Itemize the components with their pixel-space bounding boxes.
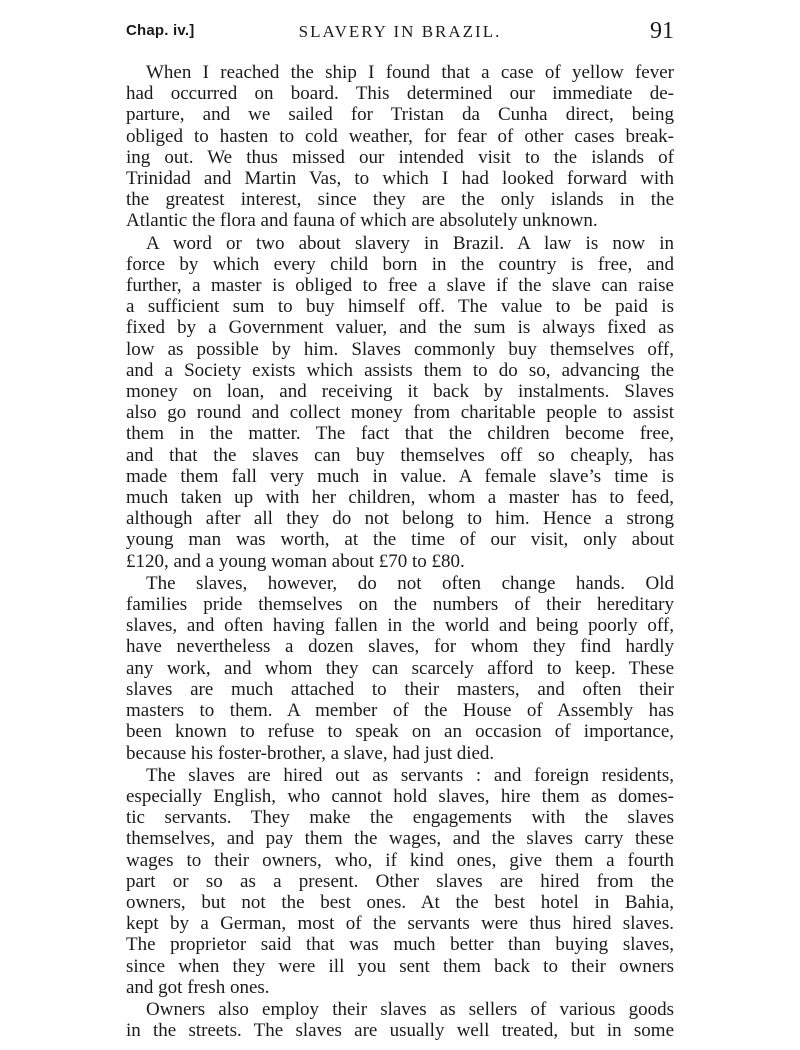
text-line: masters to them. A member of the House of Assembly has	[126, 700, 674, 722]
text-line: Owners also employ their slaves as sellers of various goods	[146, 998, 674, 1020]
text-line: further, a master is obliged to free a slave if the slave can raise	[126, 275, 674, 297]
text-line: A word or two about slavery in Brazil. A law is now in	[146, 232, 674, 254]
text-line: parture, and we sailed for Tristan da Cunha direct, being	[126, 104, 674, 126]
text-line: owners, but not the best ones. At the best hotel in Bahia,	[126, 891, 674, 913]
chapter-reference: Chap. iv.]	[126, 22, 195, 39]
text-line: the greatest interest, since they are the only islands in the	[126, 189, 674, 211]
text-line: have nevertheless a dozen slaves, for whom they find hardly	[126, 636, 674, 658]
text-line: money on loan, and receiving it back by instalments. Slaves	[126, 381, 674, 403]
paragraph	[126, 999, 674, 1041]
text-line: although after all they do not belong to him. Hence a strong	[126, 508, 674, 530]
text-line: low as possible by him. Slaves commonly buy themselves off,	[126, 338, 674, 360]
text-line: and a Society exists which assists them to do so, advancing the	[126, 359, 674, 381]
text-line: fixed by a Government valuer, and the sum is always fixed as	[126, 317, 674, 339]
text-line: had occurred on board. This determined our immediate de-	[126, 83, 674, 105]
text-line: a sufficient sum to buy himself off. The value to be paid is	[126, 296, 674, 318]
text-line: obliged to hasten to cold weather, for fear of other cases break-	[126, 125, 674, 147]
text-line: because his foster-brother, a slave, had just died.	[126, 742, 495, 764]
paragraph	[126, 573, 674, 764]
running-title: SLAVERY IN BRAZIL.	[298, 22, 502, 41]
text-line: slaves, and often having fallen in the world and being poorly off,	[126, 615, 674, 637]
text-line: force by which every child born in the country is free, and	[126, 253, 674, 275]
text-line: families pride themselves on the numbers of their hereditary	[126, 594, 674, 616]
text-line: When I reached the ship I found that a case of yellow fever	[146, 62, 674, 83]
text-line: Trinidad and Martin Vas, to which I had looked forward with	[126, 168, 674, 190]
text-line: The slaves are hired out as servants : and foreign residents,	[146, 764, 674, 786]
text-line: them in the matter. The fact that the children become free,	[126, 423, 674, 445]
text-line: much taken up with her children, whom a master has to feed,	[126, 487, 674, 509]
text-line: also go round and collect money from charitable people to assist	[126, 402, 674, 424]
text-line: ing out. We thus missed our intended visit to the islands of	[126, 146, 674, 168]
text-line: especially English, who cannot hold slaves, hire them as domes-	[126, 785, 674, 807]
text-line: part or so as a present. Other slaves are hired from the	[126, 870, 674, 892]
body-text	[126, 62, 674, 1042]
text-line: and that the slaves can buy themselves off so cheaply, has	[126, 444, 674, 466]
paragraph	[126, 62, 674, 232]
paragraph	[126, 765, 674, 998]
text-line: slaves are much attached to their masters, and often their	[126, 678, 674, 700]
text-line: Atlantic the flora and fauna of which are absolutely unknown.	[126, 210, 598, 232]
text-line: wages to their owners, who, if kind ones, give them a fourth	[126, 849, 674, 871]
text-line: any work, and whom they can scarcely afford to keep. These	[126, 657, 674, 679]
text-line: kept by a German, most of the servants were thus hired slaves.	[126, 913, 674, 935]
text-line: made them fall very much in value. A female slave’s time is	[126, 465, 674, 487]
paragraph	[126, 233, 674, 572]
text-line: in the streets. The slaves are usually well treated, but in some	[126, 1020, 674, 1042]
text-line: been known to refuse to speak on an occasion of importance,	[126, 721, 674, 743]
text-line: £120, and a young woman about £70 to £80.	[126, 550, 465, 572]
text-line: The slaves, however, do not often change hands. Old	[146, 572, 674, 594]
text-line: themselves, and pay them the wages, and the slaves carry these	[126, 828, 674, 850]
page-number: 91	[650, 18, 674, 44]
text-line: young man was worth, at the time of our visit, only about	[126, 529, 674, 551]
text-line: The proprietor said that was much better than buying slaves,	[126, 934, 674, 956]
text-line: since when they were ill you sent them back to their owners	[126, 955, 674, 977]
running-head	[126, 18, 674, 48]
text-line: and got fresh ones.	[126, 976, 270, 998]
text-line: tic servants. They make the engagements with the slaves	[126, 807, 674, 829]
